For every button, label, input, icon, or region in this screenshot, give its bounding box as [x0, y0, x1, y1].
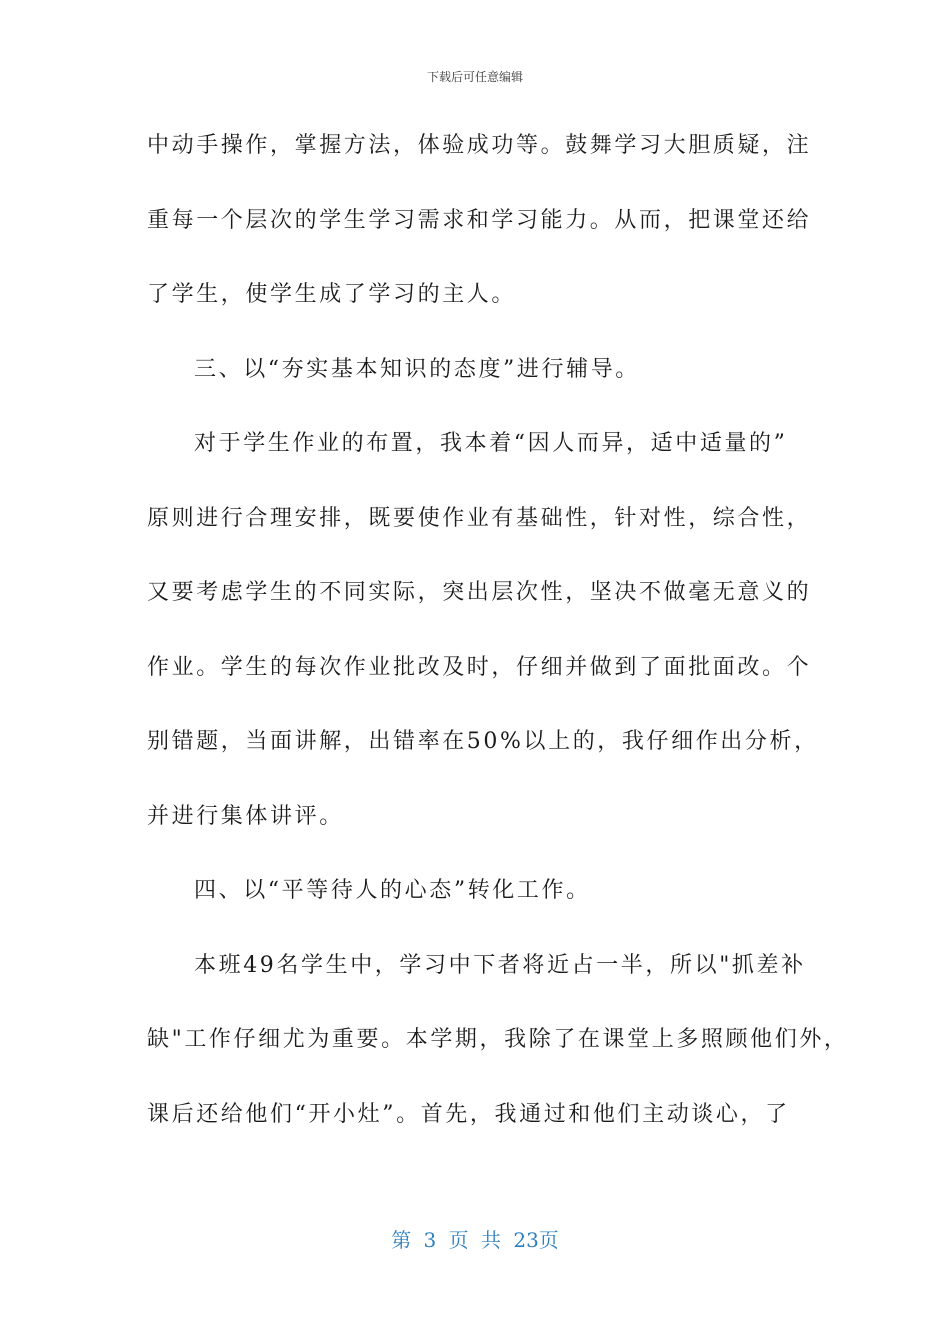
paragraph-line: 缺"工作仔细尤为重要。本学期，我除了在课堂上多照顾他们外，	[147, 1027, 849, 1052]
paragraph-line: 原则进行合理安排，既要使作业有基础性，针对性，综合性，	[147, 505, 812, 531]
section-heading-4: 四、以“平等待人的心态”转化工作。	[194, 878, 591, 903]
paragraph-line: 了学生，使学生成了学习的主人。	[147, 282, 517, 307]
paragraph-line: 本班49名学生中，学习中下者将近占一半，所以"抓差补	[194, 952, 806, 978]
paragraph-line: 并进行集体讲评。	[147, 803, 344, 829]
paragraph-line: 别错题，当面讲解，出错率在50%以上的，我仔细作出分析，	[147, 729, 819, 754]
paragraph-line: 中动手操作，掌握方法，体验成功等。鼓舞学习大胆质疑，注	[147, 133, 812, 158]
page-number-footer: 第 3 页 共 23页	[391, 1228, 559, 1252]
paragraph-line: 课后还给他们“开小灶”。首先，我通过和他们主动谈心，了	[147, 1101, 790, 1127]
paragraph-line: 重每一个层次的学生学习需求和学习能力。从而，把课堂还给	[147, 207, 812, 233]
document-body	[147, 120, 849, 1163]
section-heading-3: 三、以“夯实基本知识的态度”进行辅导。	[194, 356, 640, 382]
paragraph-line: 作业。学生的每次作业批改及时，仔细并做到了面批面改。个	[147, 654, 812, 680]
page-header-note: 下载后可任意编辑	[426, 70, 523, 84]
paragraph-line: 对于学生作业的布置，我本着“因人而异，适中适量的”	[194, 431, 788, 456]
paragraph-line: 又要考虑学生的不同实际，突出层次性，坚决不做毫无意义的	[147, 580, 812, 605]
